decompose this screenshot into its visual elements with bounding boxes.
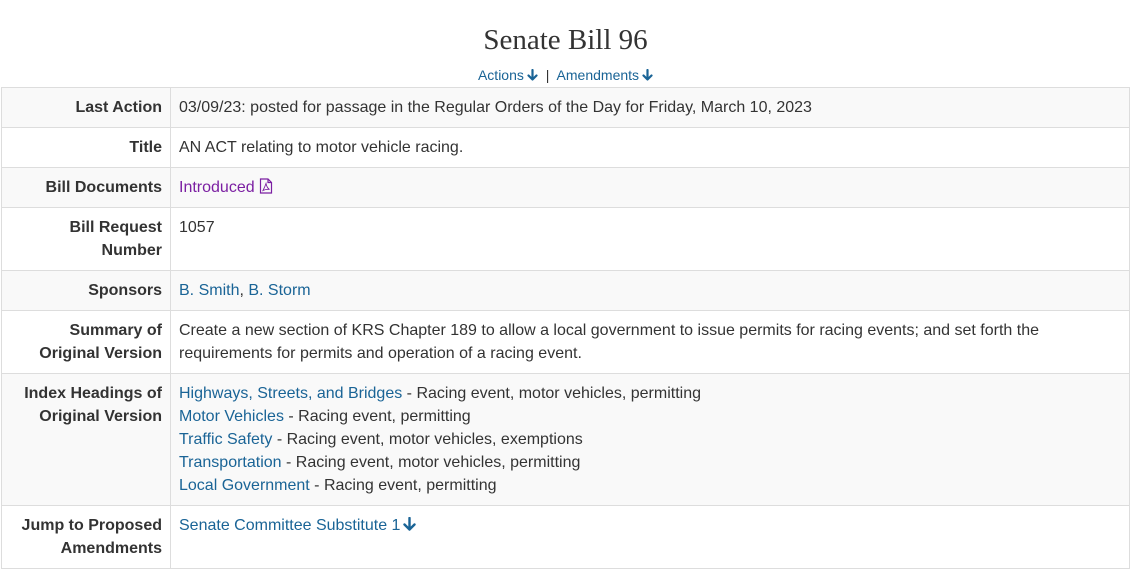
index-heading-item [179,405,1121,428]
index-heading-item [179,451,1121,474]
index-heading-desc: - Racing event, motor vehicles, exemptions [272,431,583,448]
introduced-document-link[interactable] [179,179,273,196]
row-proposed-amendments [2,506,1130,569]
row-sponsors [2,271,1130,311]
label-proposed-amendments [2,506,171,569]
index-heading-desc: - Racing event, motor vehicles, permitting [402,385,702,402]
actions-link[interactable] [478,67,538,83]
value-proposed-amendments [171,506,1130,569]
jump-links [0,64,1131,86]
label-title: Title [2,128,171,168]
index-heading-link[interactable]: Motor Vehicles [179,408,284,425]
index-heading-desc: - Racing event, permitting [283,408,471,425]
value-sponsors [171,271,1130,311]
committee-substitute-link[interactable] [179,517,416,534]
sponsor-link[interactable]: B. Smith [179,282,240,299]
index-heading-link[interactable]: Traffic Safety [179,431,273,448]
index-heading-link[interactable]: Local Government [179,477,310,494]
row-bill-request-number [2,208,1130,271]
label-sponsors: Sponsors [2,271,171,311]
amendments-link[interactable] [557,67,653,83]
row-summary [2,311,1130,374]
label-last-action: Last Action [2,88,171,128]
label-line: Original Version [39,345,162,362]
index-heading-desc: - Racing event, motor vehicles, permitting [281,454,581,471]
actions-link-label: Actions [477,67,524,83]
bill-info-table [1,87,1130,569]
arrow-down-icon [403,517,416,531]
index-heading-desc: - Racing event, permitting [309,477,497,494]
value-bill-documents [171,168,1130,208]
index-heading-link[interactable]: Highways, Streets, and Bridges [179,385,403,402]
sponsor-separator: , [239,282,249,299]
label-line: Number [101,242,162,259]
label-line: Original Version [39,408,162,425]
introduced-link-label: Introduced [179,179,255,196]
arrow-down-icon [642,69,653,81]
value-last-action: 03/09/23: posted for passage in the Regular Orders of the Day for Friday, March 10, 2023 [171,88,1130,128]
page-title: Senate Bill 96 [483,24,648,56]
label-line: Jump to Proposed [21,517,162,534]
label-line: Summary of [69,322,162,339]
pdf-icon [259,178,273,194]
amendments-link-label: Amendments [556,67,640,83]
value-bill-request-number: 1057 [171,208,1130,271]
index-heading-item [179,474,1121,497]
value-index-headings [171,374,1130,506]
label-line: Bill Request [69,219,162,236]
index-heading-item [179,382,1121,405]
label-bill-documents: Bill Documents [2,168,171,208]
index-heading-item [179,428,1121,451]
row-last-action [2,88,1130,128]
label-line: Amendments [60,540,162,557]
label-index-headings [2,374,171,506]
label-line: Index Headings of [24,385,162,402]
value-summary: Create a new section of KRS Chapter 189 to allow a local government to issue permits for racing events; and set forth the requirements for permits and operation of a racing event. [171,311,1130,374]
row-bill-documents [2,168,1130,208]
row-title [2,128,1130,168]
row-index-headings [2,374,1130,506]
arrow-down-icon [527,69,538,81]
label-bill-request-number [2,208,171,271]
value-title: AN ACT relating to motor vehicle racing. [171,128,1130,168]
index-heading-link[interactable]: Transportation [179,454,282,471]
sponsor-link[interactable]: B. Storm [248,282,311,299]
committee-substitute-label: Senate Committee Substitute 1 [179,517,401,534]
jump-separator: | [545,67,550,83]
label-summary [2,311,171,374]
